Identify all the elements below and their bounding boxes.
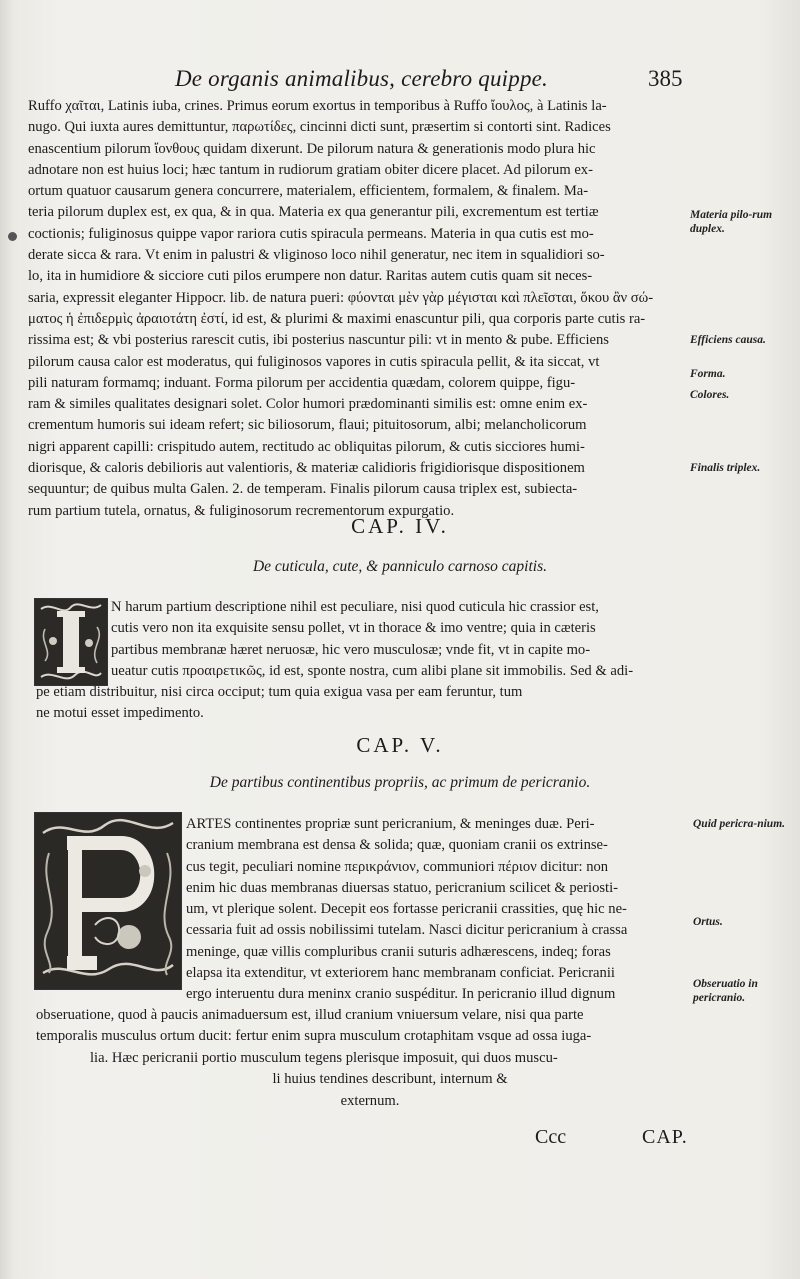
text-line: pe etiam distribuitur, nisi circa occiput; tum quia exigua vasa per eam feruntur, tum [36, 684, 523, 700]
text-line: nugo. Qui iuxta aures demittuntur, παρωτίδες, cincinni dicti sunt, præsertim si contorti sint. Radices [28, 119, 611, 136]
text-line: enim hic duas membranas diuersas statuo, pericranium scilicet & periosti- [186, 879, 619, 896]
page-header [0, 66, 800, 96]
text-line: lia. Hæc pericranii portio musculum tegens plerisque imposuit, qui duos muscu- [90, 1050, 558, 1066]
chapter-5-title: CAP. V. [356, 733, 444, 757]
text-line: rissima est; & vbi posterius rarescit cutis, ibi posterius nascuntur pili: vt in mento & pube. Efficiens [28, 332, 609, 349]
ink-speck [8, 232, 17, 241]
chapter-4-body-indented [111, 597, 689, 682]
chapter-4-title: CAP. IV. [351, 514, 449, 538]
text-line: elapsa ita extenditur, vt exteriorem hanc membranam conficiat. Pericranii [186, 965, 615, 982]
text-line: ram & similes qualitates designari solet. Color humori prædominanti similis est: omne enim ex- [28, 396, 588, 413]
chapter-5-body [36, 1005, 689, 1048]
text-line: ne motui esset impedimento. [36, 705, 204, 722]
text-line: derate sicca & rara. Vt enim in palustri & vliginoso loco nihil generatur, nec item in squalidiori so- [28, 247, 605, 264]
margin-note-observatio: Obseruatio in pericranio. [693, 978, 758, 1004]
margin-note-quid: Quid pericra-nium. [693, 818, 786, 830]
margin-note-colores: Colores. [690, 389, 730, 401]
text-line: lo, ita in humidiore & sicciore cuti pilos erumpere non datur. Raritas autem cutis quam sit neces- [28, 268, 593, 285]
text-line: coctionis; fuliginosus quippe vapor rariora cutis spiracula permeans. Materia in qua cutis est mo- [28, 225, 594, 242]
ornament-initial-icon [35, 813, 181, 989]
paragraph-hair [28, 96, 688, 522]
margin-note-forma: Forma. [690, 368, 726, 380]
text-line: meninge, quæ villis compluribus cranii suturis adhærescens, indeq; foras [186, 943, 611, 960]
text-line: cus tegit, peculiari nomine περικράνιον, communiori πέριον dicitur: non [186, 858, 609, 875]
text-line: um, vt plerique solent. Decepit eos fortasse pericranii crassities, quę hic ne- [186, 901, 627, 918]
margin-note-ortus: Ortus. [693, 916, 723, 928]
decorated-initial-i [34, 598, 108, 686]
text-line: N harum partium descriptione nihil est peculiare, nisi quod cuticula hic crassior est, [111, 599, 599, 615]
chapter-5-body-taper [90, 1048, 650, 1112]
text-line: rum partium tutela, ornatus, & fuliginosorum recrementorum expurgatio. [28, 502, 455, 519]
text-line: temporalis musculus ortum ducit: fertur enim supra musculum crotaphitam vsque ad ossa iuga- [36, 1028, 592, 1045]
text-line: ARTES continentes propriæ sunt pericranium, & meninges duæ. Peri- [186, 816, 595, 832]
text-line: ueatur cutis προαιρετικῶς, id est, sponte nostra, cum alibi plane sit immobilis. Sed & adi- [111, 662, 634, 679]
text-line: saria, expressit eleganter Hippocr. lib. de natura pueri: φύονται μὲν γὰρ μέγισται καὶ πλεῖσται, ὅκου ἂν σώ- [28, 289, 654, 306]
signature-mark: Ccc [535, 1126, 567, 1148]
text-line: partibus membranæ hæret neruosæ, hic vero musculosæ; vnde fit, vt in capite mo- [111, 641, 591, 658]
text-line: cutis vero non ita exquisite sensu pollet, vt in thorace & imo ventre; quia in cæteris [111, 620, 596, 637]
margin-note-efficiens: Efficiens causa. [690, 334, 766, 346]
text-line: diorisque, & caloris debilioris aut valentioris, & materiæ calidioris frigidiorisque dispositionem [28, 460, 585, 477]
chapter-5-body-indented [186, 814, 689, 1006]
text-line: pili naturam formamq; induant. Forma pilorum per accidentia quædam, colorem quippe, figu- [28, 374, 576, 391]
ornament-initial-icon [35, 599, 107, 685]
chapter-5-subtitle: De partibus continentibus propriis, ac primum de pericranio. [209, 774, 591, 791]
text-line: ergo interuentu dura meninx cranio suspéditur. In pericranio illud dignum [186, 986, 616, 1003]
text-line: ortum quatuor causarum genera concurrere, materialem, efficientem, formalem, & finalem. Ma- [28, 183, 589, 200]
text-line: externum. [340, 1092, 400, 1109]
text-line: crementum humoris sui ideam refert; sic biliosorum, flaui; pituitosorum, albi; melancholicorum [28, 417, 587, 434]
text-line: enascentium pilorum ἴονθους quidam dixerunt. De pilorum natura & generationis modo plura hic [28, 140, 596, 157]
running-head: De organis animalibus, cerebro quippe. [175, 66, 549, 91]
text-line: obseruatione, quod à paucis animaduersum est, illud cranium vniuersum velare, nisi qua parte [36, 1007, 584, 1023]
text-line: sequuntur; de quibus multa Galen. 2. de temperam. Finalis pilorum causa triplex est, subiecta- [28, 481, 578, 498]
chapter-4-body [36, 682, 689, 725]
chapter-4-subtitle: De cuticula, cute, & panniculo carnoso capitis. [252, 558, 547, 575]
text-line: cranium membrana est densa & solida; quæ, quoniam cranii os extrinse- [186, 837, 608, 854]
text-line: teria pilorum duplex est, ex qua, & in qua. Materia ex qua generantur pili, excrementum est tertiæ [28, 204, 599, 221]
text-line: li huius tendines describunt, internum & [272, 1071, 508, 1088]
catchword: CAP. [642, 1126, 688, 1148]
margin-note-materia: Materia pilo-rum duplex. [690, 209, 773, 235]
margin-note-finalis: Finalis triplex. [690, 462, 761, 474]
decorated-initial-p [34, 812, 182, 990]
text-line: Ruffo χαῖται, Latinis iuba, crines. Primus eorum exortus in temporibus à Ruffo ἴουλος, à Latinis la- [28, 98, 607, 114]
text-line: adnotare non est huius loci; hæc tantum in rudiorum gratiam obiter dicere placet. Ad pilorum ex- [28, 161, 593, 178]
text-line: nigri apparent capilli: crispitudo autem, rectitudo ac obliquitas pilorum, & cutis sicciores humi- [28, 438, 585, 455]
text-line: cessaria fuit ad ossis nobilissimi tutelam. Nasci dicitur pericranium à crassa [186, 922, 628, 939]
text-line: pilorum causa calor est moderatus, qui fuliginosos vapores in cutis spiracula pellit, & ita siccat, vt [28, 353, 600, 370]
page-number: 385 [648, 66, 683, 91]
text-line: ματος ἡ ἐπιδερμὶς ἀραιοτάτη ἐστί, id est, & plurimi & maximi enascuntur pili, qua corporis parte cutis ra- [28, 310, 646, 327]
